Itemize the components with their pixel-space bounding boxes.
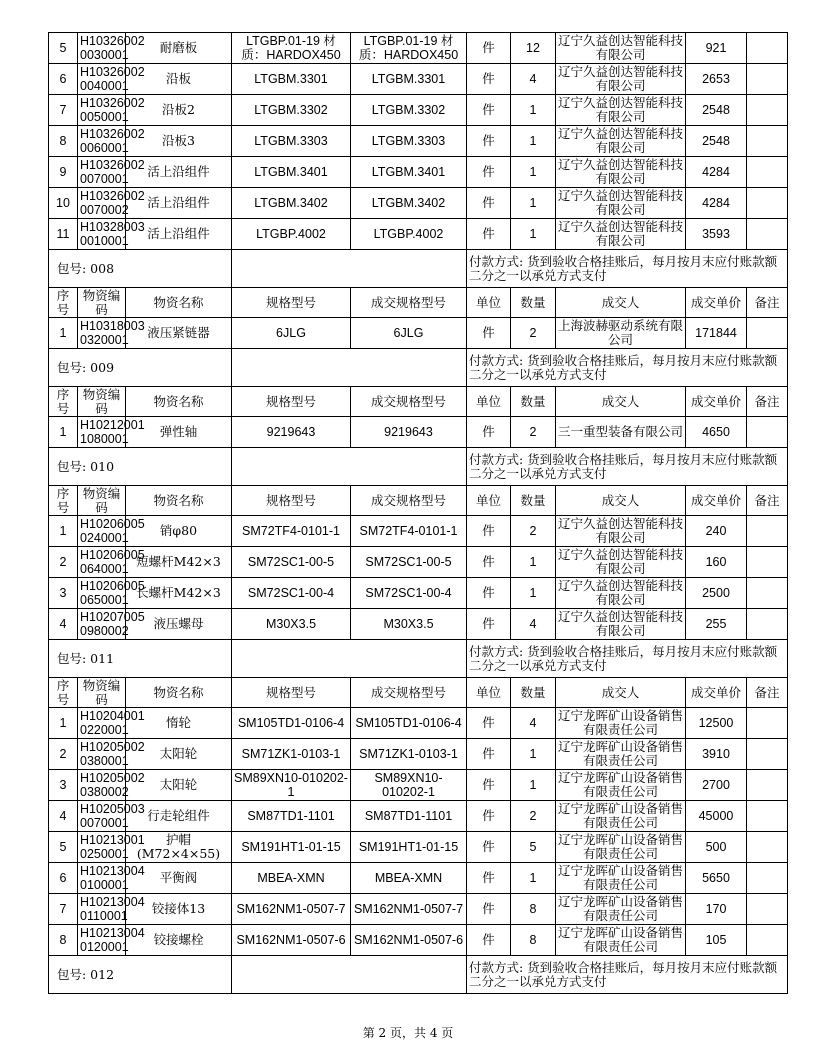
table-row (49, 188, 788, 219)
cell-deal-spec: SM71ZK1-0103-1 (351, 739, 467, 770)
cell-spec: SM162NM1-0507-7 (232, 894, 351, 925)
cell-note (747, 188, 788, 219)
cell-seller: 辽宁龙晖矿山设备销售有限责任公司 (556, 739, 686, 770)
cell-name: 平衡阀 (126, 863, 232, 894)
cell-price: 4650 (686, 417, 747, 448)
cell-price: 45000 (686, 801, 747, 832)
header-no: 序号 (49, 387, 78, 417)
cell-name: 活上沿组件 (126, 188, 232, 219)
cell-seller: 三一重型装备有限公司 (556, 417, 686, 448)
cell-code: H10326002 0030001 (78, 33, 126, 64)
cell-no: 8 (49, 126, 78, 157)
header-spec: 规格型号 (232, 387, 351, 417)
cell-seller: 辽宁久益创达智能科技有限公司 (556, 126, 686, 157)
payment-terms: 付款方式: 货到验收合格挂账后，每月按月末应付账款额二分之一以承兑方式支付 (467, 349, 788, 387)
cell-price: 2548 (686, 126, 747, 157)
cell-price: 5650 (686, 863, 747, 894)
cell-no: 1 (49, 417, 78, 448)
cell-note (747, 126, 788, 157)
payment-terms: 付款方式: 货到验收合格挂账后，每月按月末应付账款额二分之一以承兑方式支付 (467, 448, 788, 486)
cell-code: H10318003 0320001 (78, 318, 126, 349)
cell-no: 2 (49, 547, 78, 578)
cell-qty: 1 (511, 95, 556, 126)
cell-deal-spec: LTGBM.3401 (351, 157, 467, 188)
header-code: 物资编码 (78, 678, 126, 708)
header-deal-spec: 成交规格型号 (351, 288, 467, 318)
cell-spec: LTGBP.4002 (232, 219, 351, 250)
table-row (49, 64, 788, 95)
cell-deal-spec: 6JLG (351, 318, 467, 349)
cell-price: 171844 (686, 318, 747, 349)
cell-spec: SM71ZK1-0103-1 (232, 739, 351, 770)
payment-terms: 付款方式: 货到验收合格挂账后，每月按月末应付账款额二分之一以承兑方式支付 (467, 250, 788, 288)
header-no: 序号 (49, 678, 78, 708)
cell-price: 2653 (686, 64, 747, 95)
cell-code: H10328003 0010001 (78, 219, 126, 250)
header-name: 物资名称 (126, 486, 232, 516)
header-seller: 成交人 (556, 387, 686, 417)
header-deal-spec: 成交规格型号 (351, 387, 467, 417)
cell-seller: 辽宁久益创达智能科技有限公司 (556, 157, 686, 188)
cell-seller: 辽宁久益创达智能科技有限公司 (556, 547, 686, 578)
cell-spec: LTGBM.3301 (232, 64, 351, 95)
cell-deal-spec: M30X3.5 (351, 609, 467, 640)
cell-name: 短螺杆M42×3 (126, 547, 232, 578)
header-note: 备注 (747, 288, 788, 318)
cell-qty: 2 (511, 801, 556, 832)
cell-name: 活上沿组件 (126, 157, 232, 188)
package-spacer (232, 956, 467, 994)
cell-qty: 8 (511, 925, 556, 956)
cell-no: 4 (49, 801, 78, 832)
cell-spec: 6JLG (232, 318, 351, 349)
cell-unit: 件 (467, 219, 511, 250)
package-label: 包号: 008 (49, 250, 232, 288)
cell-deal-spec: 9219643 (351, 417, 467, 448)
cell-no: 5 (49, 832, 78, 863)
cell-name: 铰接螺栓 (126, 925, 232, 956)
payment-terms: 付款方式: 货到验收合格挂账后，每月按月末应付账款额二分之一以承兑方式支付 (467, 956, 788, 994)
cell-name: 太阳轮 (126, 739, 232, 770)
table-row (49, 925, 788, 956)
cell-deal-spec: SM162NM1-0507-7 (351, 894, 467, 925)
cell-price: 170 (686, 894, 747, 925)
cell-unit: 件 (467, 33, 511, 64)
cell-price: 105 (686, 925, 747, 956)
cell-unit: 件 (467, 157, 511, 188)
cell-seller: 辽宁龙晖矿山设备销售有限责任公司 (556, 894, 686, 925)
cell-price: 160 (686, 547, 747, 578)
cell-note (747, 516, 788, 547)
cell-name: 铰接体13 (126, 894, 232, 925)
header-seller: 成交人 (556, 678, 686, 708)
table-row (49, 708, 788, 739)
header-deal-spec: 成交规格型号 (351, 486, 467, 516)
cell-note (747, 318, 788, 349)
cell-qty: 5 (511, 832, 556, 863)
cell-no: 2 (49, 739, 78, 770)
package-row (49, 250, 788, 288)
cell-price: 4284 (686, 188, 747, 219)
cell-no: 7 (49, 894, 78, 925)
column-header-row (49, 387, 788, 417)
cell-seller: 辽宁久益创达智能科技有限公司 (556, 95, 686, 126)
cell-note (747, 770, 788, 801)
cell-qty: 1 (511, 188, 556, 219)
table-row (49, 739, 788, 770)
cell-seller: 辽宁久益创达智能科技有限公司 (556, 578, 686, 609)
cell-code: H10206005 0650001 (78, 578, 126, 609)
header-deal-spec: 成交规格型号 (351, 678, 467, 708)
table-row (49, 219, 788, 250)
cell-no: 4 (49, 609, 78, 640)
cell-no: 1 (49, 708, 78, 739)
package-row (49, 956, 788, 994)
cell-name: 惰轮 (126, 708, 232, 739)
cell-spec: 9219643 (232, 417, 351, 448)
cell-qty: 4 (511, 708, 556, 739)
header-seller: 成交人 (556, 486, 686, 516)
cell-unit: 件 (467, 417, 511, 448)
cell-unit: 件 (467, 609, 511, 640)
cell-price: 255 (686, 609, 747, 640)
cell-qty: 2 (511, 516, 556, 547)
cell-code: H10206005 0640001 (78, 547, 126, 578)
header-spec: 规格型号 (232, 288, 351, 318)
cell-deal-spec: SM72SC1-00-4 (351, 578, 467, 609)
cell-deal-spec: SM72TF4-0101-1 (351, 516, 467, 547)
cell-spec: LTGBM.3303 (232, 126, 351, 157)
cell-qty: 1 (511, 770, 556, 801)
cell-name: 液压螺母 (126, 609, 232, 640)
cell-spec: SM89XN10-010202-1 (232, 770, 351, 801)
cell-unit: 件 (467, 894, 511, 925)
package-spacer (232, 448, 467, 486)
cell-code: H10213004 0110001 (78, 894, 126, 925)
cell-deal-spec: SM87TD1-1101 (351, 801, 467, 832)
cell-unit: 件 (467, 832, 511, 863)
cell-seller: 辽宁龙晖矿山设备销售有限责任公司 (556, 925, 686, 956)
cell-qty: 1 (511, 157, 556, 188)
cell-qty: 4 (511, 64, 556, 95)
cell-deal-spec: SM191HT1-01-15 (351, 832, 467, 863)
cell-name: 太阳轮 (126, 770, 232, 801)
cell-no: 6 (49, 64, 78, 95)
cell-unit: 件 (467, 578, 511, 609)
cell-qty: 1 (511, 547, 556, 578)
package-label: 包号: 012 (49, 956, 232, 994)
cell-no: 8 (49, 925, 78, 956)
cell-unit: 件 (467, 64, 511, 95)
cell-code: H10207005 0980002 (78, 609, 126, 640)
cell-name: 沿板3 (126, 126, 232, 157)
cell-spec: SM162NM1-0507-6 (232, 925, 351, 956)
cell-unit: 件 (467, 739, 511, 770)
cell-deal-spec: SM162NM1-0507-6 (351, 925, 467, 956)
payment-terms: 付款方式: 货到验收合格挂账后，每月按月末应付账款额二分之一以承兑方式支付 (467, 640, 788, 678)
package-spacer (232, 250, 467, 288)
table-row (49, 863, 788, 894)
cell-code: H10213001 0250001 (78, 832, 126, 863)
cell-unit: 件 (467, 318, 511, 349)
cell-qty: 2 (511, 318, 556, 349)
cell-spec: SM105TD1-0106-4 (232, 708, 351, 739)
cell-qty: 1 (511, 126, 556, 157)
cell-code: H10326002 0060001 (78, 126, 126, 157)
cell-unit: 件 (467, 126, 511, 157)
cell-unit: 件 (467, 925, 511, 956)
header-name: 物资名称 (126, 288, 232, 318)
header-note: 备注 (747, 387, 788, 417)
cell-seller: 辽宁龙晖矿山设备销售有限责任公司 (556, 708, 686, 739)
cell-seller: 辽宁久益创达智能科技有限公司 (556, 33, 686, 64)
table-row (49, 417, 788, 448)
cell-deal-spec: LTGBM.3302 (351, 95, 467, 126)
cell-deal-spec: LTGBP.01-19 材质：HARDOX450 (351, 33, 467, 64)
cell-name: 耐磨板 (126, 33, 232, 64)
package-label: 包号: 010 (49, 448, 232, 486)
cell-price: 500 (686, 832, 747, 863)
cell-name: 沿板2 (126, 95, 232, 126)
cell-seller: 辽宁龙晖矿山设备销售有限责任公司 (556, 801, 686, 832)
cell-name: 销φ80 (126, 516, 232, 547)
cell-price: 12500 (686, 708, 747, 739)
cell-code: H10326002 0070001 (78, 157, 126, 188)
column-header-row (49, 486, 788, 516)
package-row (49, 640, 788, 678)
cell-qty: 2 (511, 417, 556, 448)
header-unit: 单位 (467, 288, 511, 318)
cell-qty: 1 (511, 578, 556, 609)
cell-name: 弹性轴 (126, 417, 232, 448)
cell-deal-spec: MBEA-XMN (351, 863, 467, 894)
column-header-row (49, 678, 788, 708)
cell-spec: SM191HT1-01-15 (232, 832, 351, 863)
header-spec: 规格型号 (232, 678, 351, 708)
cell-unit: 件 (467, 188, 511, 219)
table-row (49, 609, 788, 640)
cell-deal-spec: LTGBM.3303 (351, 126, 467, 157)
cell-code: H10205003 0070001 (78, 801, 126, 832)
cell-seller: 辽宁久益创达智能科技有限公司 (556, 219, 686, 250)
cell-price: 240 (686, 516, 747, 547)
column-header-row (49, 288, 788, 318)
header-price: 成交单价 (686, 387, 747, 417)
cell-spec: SM72SC1-00-4 (232, 578, 351, 609)
cell-no: 3 (49, 770, 78, 801)
cell-no: 3 (49, 578, 78, 609)
cell-unit: 件 (467, 516, 511, 547)
cell-note (747, 925, 788, 956)
cell-no: 5 (49, 33, 78, 64)
cell-unit: 件 (467, 801, 511, 832)
header-unit: 单位 (467, 486, 511, 516)
cell-name: 护帽(M72×4×55) (126, 832, 232, 863)
cell-seller: 辽宁龙晖矿山设备销售有限责任公司 (556, 770, 686, 801)
header-note: 备注 (747, 678, 788, 708)
header-note: 备注 (747, 486, 788, 516)
cell-qty: 1 (511, 739, 556, 770)
cell-spec: SM72SC1-00-5 (232, 547, 351, 578)
table-row (49, 157, 788, 188)
cell-note (747, 609, 788, 640)
cell-note (747, 157, 788, 188)
cell-deal-spec: LTGBP.4002 (351, 219, 467, 250)
cell-code: H10326002 0040001 (78, 64, 126, 95)
cell-no: 6 (49, 863, 78, 894)
cell-price: 3593 (686, 219, 747, 250)
cell-note (747, 547, 788, 578)
procurement-results-table (48, 32, 788, 994)
cell-seller: 辽宁久益创达智能科技有限公司 (556, 188, 686, 219)
cell-spec: LTGBM.3302 (232, 95, 351, 126)
header-spec: 规格型号 (232, 486, 351, 516)
header-code: 物资编码 (78, 387, 126, 417)
header-qty: 数量 (511, 486, 556, 516)
cell-seller: 辽宁龙晖矿山设备销售有限责任公司 (556, 832, 686, 863)
header-unit: 单位 (467, 678, 511, 708)
cell-deal-spec: SM105TD1-0106-4 (351, 708, 467, 739)
cell-seller: 上海波赫驱动系统有限公司 (556, 318, 686, 349)
cell-note (747, 894, 788, 925)
cell-note (747, 578, 788, 609)
table-row (49, 578, 788, 609)
header-name: 物资名称 (126, 678, 232, 708)
cell-spec: MBEA-XMN (232, 863, 351, 894)
cell-code: H10326002 0050001 (78, 95, 126, 126)
cell-qty: 1 (511, 219, 556, 250)
cell-qty: 12 (511, 33, 556, 64)
table-row (49, 95, 788, 126)
cell-code: H10326002 0070002 (78, 188, 126, 219)
cell-unit: 件 (467, 770, 511, 801)
cell-name: 液压紧链器 (126, 318, 232, 349)
table-row (49, 894, 788, 925)
cell-name: 沿板 (126, 64, 232, 95)
cell-no: 11 (49, 219, 78, 250)
cell-code: H10205002 0380002 (78, 770, 126, 801)
cell-price: 2500 (686, 578, 747, 609)
table-row (49, 126, 788, 157)
cell-qty: 1 (511, 863, 556, 894)
cell-unit: 件 (467, 863, 511, 894)
header-unit: 单位 (467, 387, 511, 417)
table-row (49, 33, 788, 64)
header-seller: 成交人 (556, 288, 686, 318)
header-name: 物资名称 (126, 387, 232, 417)
cell-price: 4284 (686, 157, 747, 188)
cell-seller: 辽宁龙晖矿山设备销售有限责任公司 (556, 863, 686, 894)
cell-price: 921 (686, 33, 747, 64)
cell-qty: 4 (511, 609, 556, 640)
cell-code: H10213004 0120001 (78, 925, 126, 956)
header-code: 物资编码 (78, 288, 126, 318)
cell-note (747, 219, 788, 250)
cell-spec: M30X3.5 (232, 609, 351, 640)
cell-no: 1 (49, 516, 78, 547)
cell-qty: 8 (511, 894, 556, 925)
cell-no: 7 (49, 95, 78, 126)
table-row (49, 770, 788, 801)
cell-price: 3910 (686, 739, 747, 770)
cell-code: H10205002 0380001 (78, 739, 126, 770)
header-code: 物资编码 (78, 486, 126, 516)
package-row (49, 349, 788, 387)
cell-code: H10212001 1080001 (78, 417, 126, 448)
cell-seller: 辽宁久益创达智能科技有限公司 (556, 64, 686, 95)
header-no: 序号 (49, 288, 78, 318)
cell-note (747, 64, 788, 95)
cell-note (747, 739, 788, 770)
cell-name: 活上沿组件 (126, 219, 232, 250)
page-number-footer: 第 2 页，共 4 页 (362, 1026, 454, 1040)
cell-spec: LTGBP.01-19 材质：HARDOX450 (232, 33, 351, 64)
package-row (49, 448, 788, 486)
header-price: 成交单价 (686, 288, 747, 318)
cell-spec: SM87TD1-1101 (232, 801, 351, 832)
table-row (49, 832, 788, 863)
cell-note (747, 95, 788, 126)
cell-code: H10213004 0100001 (78, 863, 126, 894)
cell-spec: SM72TF4-0101-1 (232, 516, 351, 547)
table-row (49, 801, 788, 832)
cell-seller: 辽宁久益创达智能科技有限公司 (556, 609, 686, 640)
cell-note (747, 708, 788, 739)
cell-deal-spec: SM72SC1-00-5 (351, 547, 467, 578)
cell-no: 10 (49, 188, 78, 219)
cell-name: 长螺杆M42×3 (126, 578, 232, 609)
cell-note (747, 832, 788, 863)
cell-note (747, 863, 788, 894)
cell-code: H10204001 0220001 (78, 708, 126, 739)
table-row (49, 547, 788, 578)
cell-deal-spec: SM89XN10-010202-1 (351, 770, 467, 801)
cell-price: 2548 (686, 95, 747, 126)
cell-unit: 件 (467, 547, 511, 578)
cell-spec: LTGBM.3401 (232, 157, 351, 188)
header-no: 序号 (49, 486, 78, 516)
package-spacer (232, 640, 467, 678)
table-row (49, 318, 788, 349)
header-qty: 数量 (511, 678, 556, 708)
package-label: 包号: 009 (49, 349, 232, 387)
cell-unit: 件 (467, 708, 511, 739)
table-row (49, 516, 788, 547)
cell-unit: 件 (467, 95, 511, 126)
header-price: 成交单价 (686, 486, 747, 516)
cell-note (747, 801, 788, 832)
cell-price: 2700 (686, 770, 747, 801)
cell-spec: LTGBM.3402 (232, 188, 351, 219)
cell-note (747, 33, 788, 64)
cell-code: H10206005 0240001 (78, 516, 126, 547)
header-price: 成交单价 (686, 678, 747, 708)
cell-name: 行走轮组件 (126, 801, 232, 832)
package-spacer (232, 349, 467, 387)
cell-deal-spec: LTGBM.3301 (351, 64, 467, 95)
cell-seller: 辽宁久益创达智能科技有限公司 (556, 516, 686, 547)
header-qty: 数量 (511, 288, 556, 318)
cell-no: 9 (49, 157, 78, 188)
cell-note (747, 417, 788, 448)
package-label: 包号: 011 (49, 640, 232, 678)
cell-no: 1 (49, 318, 78, 349)
cell-deal-spec: LTGBM.3402 (351, 188, 467, 219)
header-qty: 数量 (511, 387, 556, 417)
